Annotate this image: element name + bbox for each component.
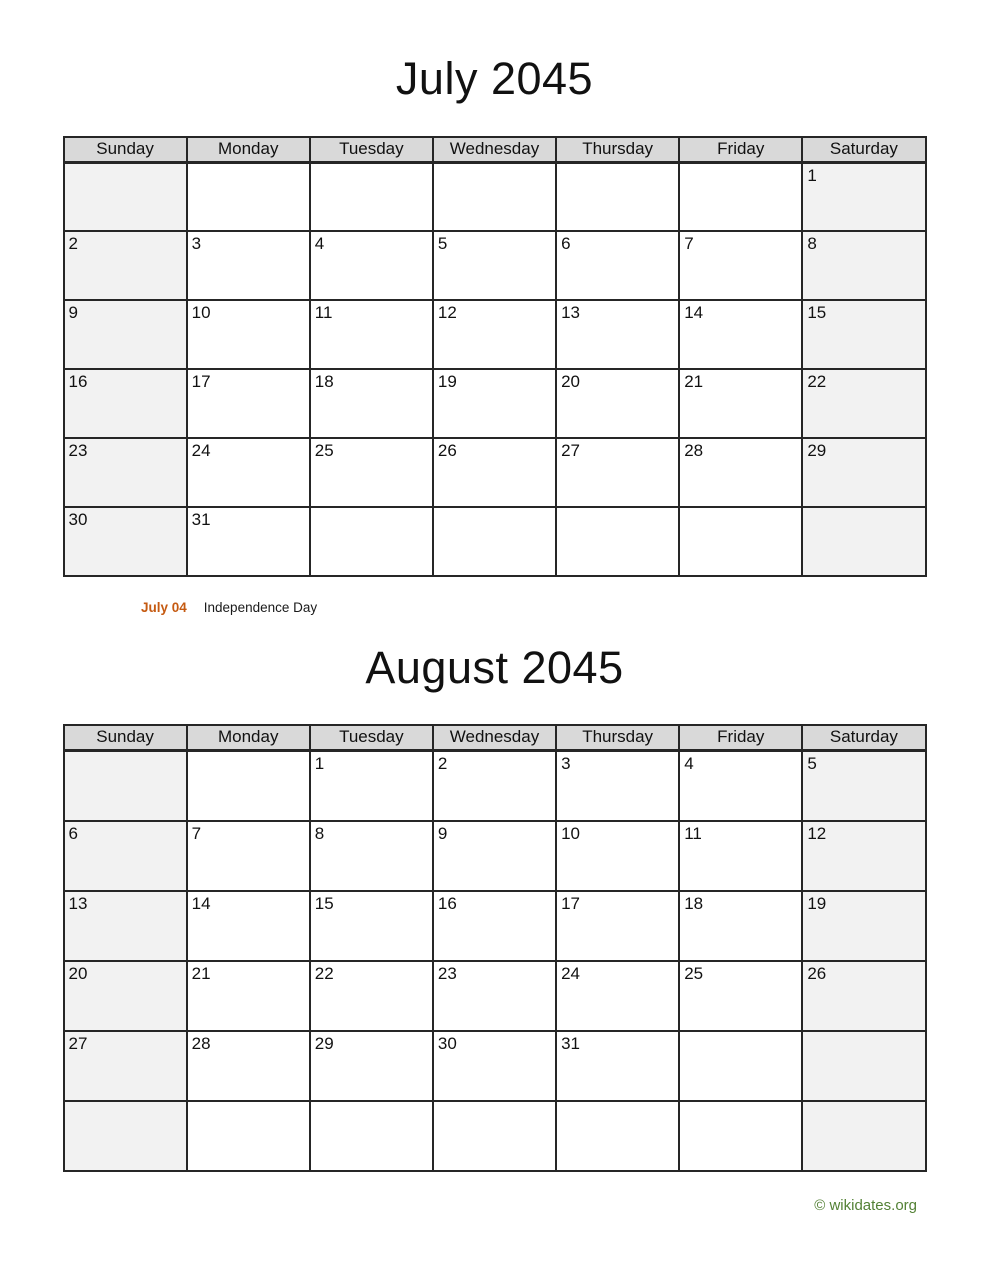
day-cell-30: 30	[433, 1031, 556, 1101]
august-calendar-body	[64, 751, 926, 1171]
day-cell-6: 6	[556, 231, 679, 300]
day-cell-empty	[679, 1101, 802, 1171]
weekday-header-row	[64, 137, 926, 163]
weekday-header-monday: Monday	[187, 725, 310, 751]
day-cell-empty	[433, 507, 556, 576]
calendar-week-row	[64, 891, 926, 961]
day-cell-23: 23	[64, 438, 187, 507]
calendar-week-row	[64, 1101, 926, 1171]
day-cell-empty	[802, 1031, 925, 1101]
day-cell-7: 7	[187, 821, 310, 891]
day-cell-14: 14	[187, 891, 310, 961]
day-cell-27: 27	[64, 1031, 187, 1101]
calendar-week-row	[64, 300, 926, 369]
day-cell-28: 28	[679, 438, 802, 507]
day-cell-2: 2	[64, 231, 187, 300]
day-cell-6: 6	[64, 821, 187, 891]
day-cell-18: 18	[679, 891, 802, 961]
day-cell-31: 31	[187, 507, 310, 576]
day-cell-12: 12	[433, 300, 556, 369]
day-cell-empty	[802, 507, 925, 576]
day-cell-17: 17	[187, 369, 310, 438]
calendar-week-row	[64, 1031, 926, 1101]
day-cell-15: 15	[310, 891, 433, 961]
day-cell-empty	[679, 1031, 802, 1101]
calendar-week-row	[64, 751, 926, 821]
holiday-note	[141, 600, 989, 616]
day-cell-empty	[556, 507, 679, 576]
day-cell-29: 29	[802, 438, 925, 507]
weekday-header-friday: Friday	[679, 137, 802, 163]
day-cell-19: 19	[433, 369, 556, 438]
day-cell-empty	[556, 1101, 679, 1171]
weekday-header-wednesday: Wednesday	[433, 725, 556, 751]
day-cell-empty	[433, 1101, 556, 1171]
calendar-week-row	[64, 438, 926, 507]
day-cell-21: 21	[187, 961, 310, 1031]
day-cell-25: 25	[310, 438, 433, 507]
day-cell-3: 3	[556, 751, 679, 821]
day-cell-empty	[187, 751, 310, 821]
day-cell-empty	[187, 1101, 310, 1171]
day-cell-4: 4	[679, 751, 802, 821]
day-cell-13: 13	[64, 891, 187, 961]
day-cell-empty	[556, 162, 679, 231]
day-cell-16: 16	[64, 369, 187, 438]
holiday-name: Independence Day	[203, 600, 318, 616]
day-cell-5: 5	[802, 751, 925, 821]
day-cell-22: 22	[802, 369, 925, 438]
day-cell-10: 10	[556, 821, 679, 891]
day-cell-16: 16	[433, 891, 556, 961]
july-calendar	[63, 136, 927, 578]
calendar-week-row	[64, 162, 926, 231]
weekday-header-thursday: Thursday	[556, 725, 679, 751]
day-cell-22: 22	[310, 961, 433, 1031]
august-calendar	[63, 724, 927, 1172]
weekday-header-friday: Friday	[679, 725, 802, 751]
day-cell-27: 27	[556, 438, 679, 507]
day-cell-empty	[310, 507, 433, 576]
weekday-header-tuesday: Tuesday	[310, 725, 433, 751]
day-cell-12: 12	[802, 821, 925, 891]
day-cell-10: 10	[187, 300, 310, 369]
weekday-header-thursday: Thursday	[556, 137, 679, 163]
day-cell-20: 20	[64, 961, 187, 1031]
day-cell-empty	[679, 507, 802, 576]
day-cell-31: 31	[556, 1031, 679, 1101]
weekday-header-saturday: Saturday	[802, 725, 925, 751]
day-cell-26: 26	[433, 438, 556, 507]
day-cell-13: 13	[556, 300, 679, 369]
weekday-header-sunday: Sunday	[64, 725, 187, 751]
day-cell-18: 18	[310, 369, 433, 438]
day-cell-empty	[310, 162, 433, 231]
day-cell-1: 1	[310, 751, 433, 821]
day-cell-empty	[310, 1101, 433, 1171]
day-cell-3: 3	[187, 231, 310, 300]
calendar-week-row	[64, 507, 926, 576]
weekday-header-tuesday: Tuesday	[310, 137, 433, 163]
day-cell-4: 4	[310, 231, 433, 300]
day-cell-5: 5	[433, 231, 556, 300]
calendar-week-row	[64, 369, 926, 438]
day-cell-empty	[64, 162, 187, 231]
day-cell-20: 20	[556, 369, 679, 438]
calendar-week-row	[64, 231, 926, 300]
day-cell-17: 17	[556, 891, 679, 961]
day-cell-23: 23	[433, 961, 556, 1031]
day-cell-29: 29	[310, 1031, 433, 1101]
day-cell-8: 8	[802, 231, 925, 300]
day-cell-19: 19	[802, 891, 925, 961]
day-cell-empty	[433, 162, 556, 231]
day-cell-2: 2	[433, 751, 556, 821]
day-cell-11: 11	[679, 821, 802, 891]
weekday-header-row	[64, 725, 926, 751]
holiday-date: July 04	[141, 600, 187, 616]
day-cell-9: 9	[433, 821, 556, 891]
day-cell-28: 28	[187, 1031, 310, 1101]
day-cell-24: 24	[187, 438, 310, 507]
calendar-week-row	[64, 821, 926, 891]
day-cell-9: 9	[64, 300, 187, 369]
day-cell-empty	[187, 162, 310, 231]
weekday-header-sunday: Sunday	[64, 137, 187, 163]
day-cell-empty	[64, 751, 187, 821]
july-calendar-body	[64, 162, 926, 576]
weekday-header-monday: Monday	[187, 137, 310, 163]
day-cell-26: 26	[802, 961, 925, 1031]
day-cell-empty	[64, 1101, 187, 1171]
july-page-title: July 2045	[395, 53, 594, 104]
day-cell-7: 7	[679, 231, 802, 300]
day-cell-11: 11	[310, 300, 433, 369]
calendar-week-row	[64, 961, 926, 1031]
day-cell-14: 14	[679, 300, 802, 369]
day-cell-30: 30	[64, 507, 187, 576]
day-cell-empty	[679, 162, 802, 231]
day-cell-empty	[802, 1101, 925, 1171]
august-page-title: August 2045	[365, 641, 624, 693]
day-cell-8: 8	[310, 821, 433, 891]
weekday-header-wednesday: Wednesday	[433, 137, 556, 163]
copyright-text: © wikidates.org	[814, 1196, 917, 1214]
footer-credit	[0, 1197, 917, 1214]
day-cell-25: 25	[679, 961, 802, 1031]
day-cell-15: 15	[802, 300, 925, 369]
day-cell-1: 1	[802, 162, 925, 231]
day-cell-21: 21	[679, 369, 802, 438]
day-cell-24: 24	[556, 961, 679, 1031]
weekday-header-saturday: Saturday	[802, 137, 925, 163]
